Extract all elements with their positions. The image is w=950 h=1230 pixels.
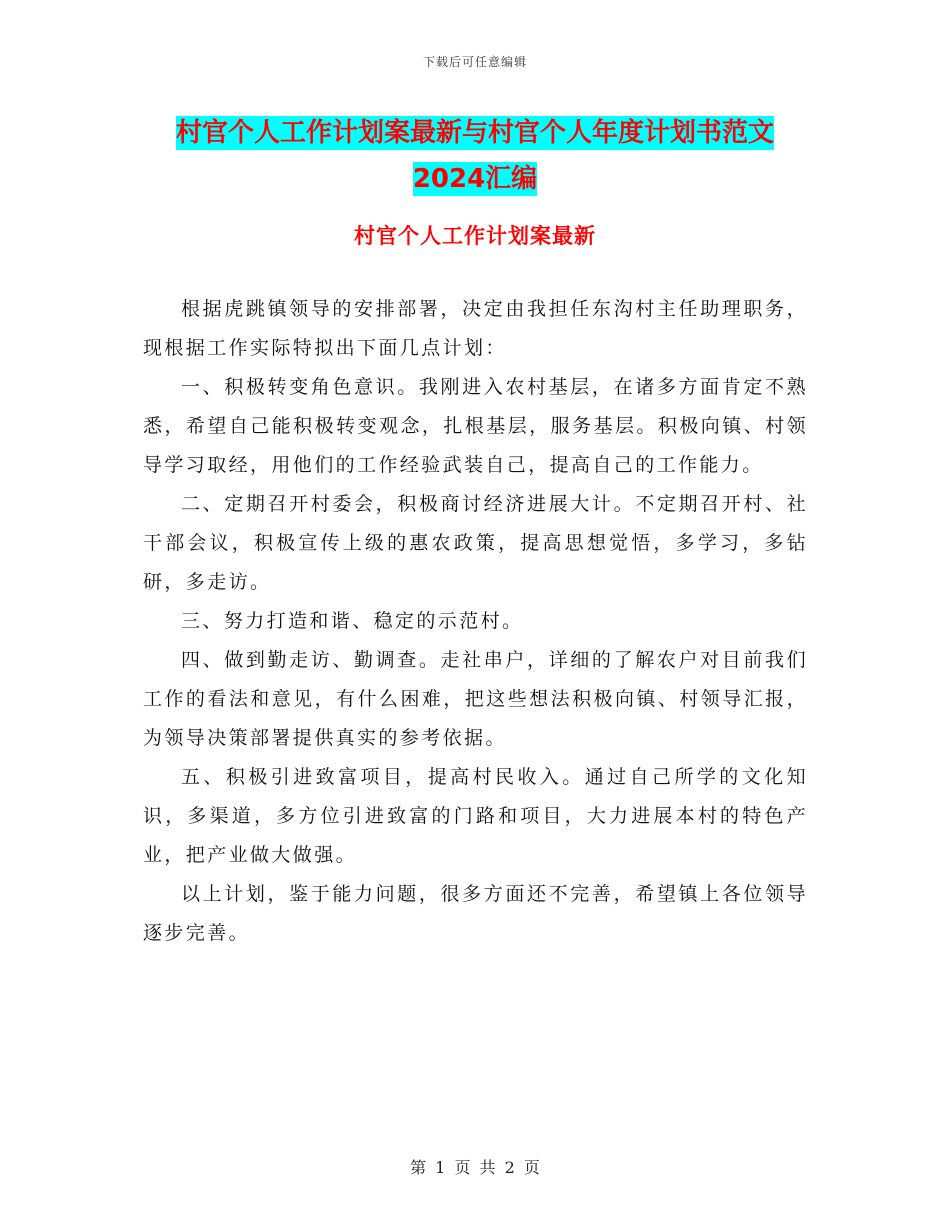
paragraph: 一、积极转变角色意识。我刚进入农村基层，在诸多方面肯定不熟悉，希望自己能积极转变观念，扎根基层，服务基层。积极向镇、村领导学习取经，用他们的工作经验武装自己，提高自己的工作能力。 [143,376,808,476]
paragraph: 三、努力打造和谐、稳定的示范村。 [181,610,524,632]
title-line-1: 村官个人工作计划案最新与村官个人年度计划书范文 [175,118,774,148]
section-subtitle: 村官个人工作计划案最新 [354,224,596,248]
document-title [140,110,810,202]
paragraph: 五、积极引进致富项目，提高村民收入。通过自己所学的文化知识，多渠道，多方位引进致富的门路和项目，大力进展本村的特色产业，把产业做大做强。 [143,766,808,866]
title-line-2-wrap [140,156,810,202]
title-line-2: 2024汇编 [412,164,538,194]
body-text [143,290,808,953]
header-note: 下载后可任意编辑 [422,55,527,69]
paragraph: 根据虎跳镇领导的安排部署，决定由我担任东沟村主任助理职务，现根据工作实际特拟出下面几点计划： [143,298,808,359]
paragraph: 二、定期召开村委会，积极商讨经济进展大计。不定期召开村、社干部会议，积极宣传上级的惠农政策，提高思想觉悟，多学习，多钻研，多走访。 [143,493,808,593]
paragraph: 四、做到勤走访、勤调查。走社串户，详细的了解农户对目前我们工作的看法和意见，有什么困难，把这些想法积极向镇、村领导汇报，为领导决策部署提供真实的参考依据。 [143,649,808,749]
page-footer: 第 1 页 共 2 页 [410,1158,540,1177]
paragraph: 以上计划，鉴于能力问题，很多方面还不完善，希望镇上各位领导逐步完善。 [143,883,808,944]
